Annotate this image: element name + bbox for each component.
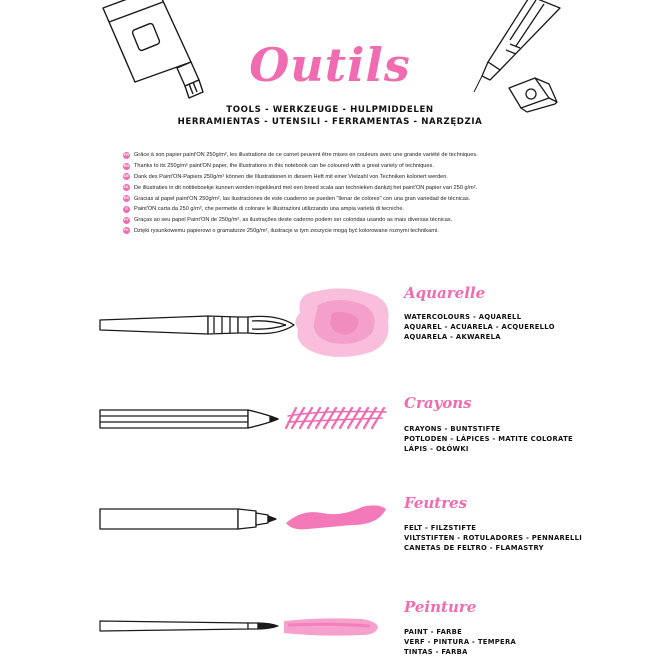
language-text: Dank des Paint'ON-Papiers 250g/m² können die Illustrationen in diesem Heft mit einer Vielzahl von Techniken koloriert werden. xyxy=(134,173,448,180)
language-badge: ES xyxy=(123,196,130,201)
language-badge: EN xyxy=(123,163,130,168)
felt-marker-icon xyxy=(98,505,283,535)
section-lines-aquarelle xyxy=(404,312,555,342)
section-line: LÁPIS - OŁÓWKI xyxy=(404,445,469,453)
section-lines-peinture xyxy=(404,627,516,657)
list-item xyxy=(123,215,563,226)
page-title: Outils xyxy=(249,38,411,92)
language-text: De illustraties in dit notitieboekje kunnen worden ingekleurd met een breed scala aan technieken dankzij het paint'ON papier van 250 g/m². xyxy=(134,184,478,191)
brush-icon xyxy=(98,308,298,348)
list-item xyxy=(123,182,563,193)
language-badge: NL xyxy=(123,185,130,190)
language-badge: FR xyxy=(123,152,130,157)
language-text: Gracias al papel paint'ON 250g/m², las ilustraciones de este cuaderno se pueden "llenar de colores" con una gran variedad de técnicas. xyxy=(134,195,471,202)
subtitle-line-1: TOOLS - WERKZEUGE - HULPMIDDELEN xyxy=(226,105,434,115)
list-item xyxy=(123,226,563,237)
section-title-crayons: Crayons xyxy=(404,394,472,412)
section-lines-feutres xyxy=(404,523,582,553)
language-badge: IT xyxy=(124,206,129,211)
language-text: Grâce à son papier paint'ON 250g/m², les illustrations de ce carnet peuvent être mises en couleurs avec une grande variété de techniques. xyxy=(134,152,478,159)
list-item xyxy=(123,150,563,161)
section-line: PAINT - FARBE xyxy=(404,628,463,636)
section-line: AQUAREL - ACUARELA - ACQUERELLO xyxy=(404,323,555,331)
section-line: POTLODEN - LÁPICES - MATITE COLORATE xyxy=(404,435,573,443)
language-badge: PL xyxy=(124,228,129,233)
section-line: CRAYONS - BUNTSTIFTE xyxy=(404,425,501,433)
pencil-icon xyxy=(98,406,283,436)
language-text: Graças ao seu papel Paint'ON de 250g/m², as ilustrações deste caderno podem ser coloridas usando as mais diversas técnicas. xyxy=(134,217,453,224)
section-line: FELT - FILZSTIFTE xyxy=(404,524,477,532)
language-badge: DE xyxy=(123,174,130,179)
section-line: AQUARELA - AKWARELA xyxy=(404,333,501,341)
language-badge: PT xyxy=(124,217,129,222)
section-title-peinture: Peinture xyxy=(404,598,477,616)
section-line: VERF - PINTURA - TEMPERA xyxy=(404,638,517,646)
language-list xyxy=(123,150,563,236)
section-line: VILTSTIFTEN - ROTULADORES - PENNARELLI xyxy=(404,534,583,542)
language-text: Dzięki rysunkowemu papierowi o gramaturze 250g/m², ilustracje w tym zeszycie mogą być kolorowane roznymi technikami. xyxy=(134,227,439,234)
section-line: CANETAS DE FELTRO - FLAMASTRY xyxy=(404,544,544,552)
section-lines-crayons xyxy=(404,424,573,454)
language-text: Thanks to its 250g/m² paint'ON paper, the illustrations in this notebook can be coloured with a great variety of techniques. xyxy=(134,163,434,170)
section-line: TINTAS - FARBA xyxy=(404,648,468,656)
list-item xyxy=(123,204,563,215)
list-item xyxy=(123,193,563,204)
crayon-scribble xyxy=(282,402,392,432)
section-line: WATERCOLOURS - AQUARELL xyxy=(404,313,522,321)
paintbrush-icon xyxy=(98,617,283,637)
subtitle-line-2: HERRAMIENTAS - UTENSILI - FERRAMENTAS - NARZĘDZIA xyxy=(177,117,483,127)
language-text: Paint'ON carta da 250 g/m², che permette di colorare le illustrazioni utilizzando una ampia varietà di tecniche. xyxy=(134,206,405,213)
section-title-aquarelle: Aquarelle xyxy=(404,284,486,302)
paint-stroke xyxy=(282,615,382,641)
section-title-feutres: Feutres xyxy=(404,494,468,512)
list-item xyxy=(123,172,563,183)
felt-stroke xyxy=(282,503,392,533)
list-item xyxy=(123,161,563,172)
watercolor-swatch xyxy=(288,283,398,363)
